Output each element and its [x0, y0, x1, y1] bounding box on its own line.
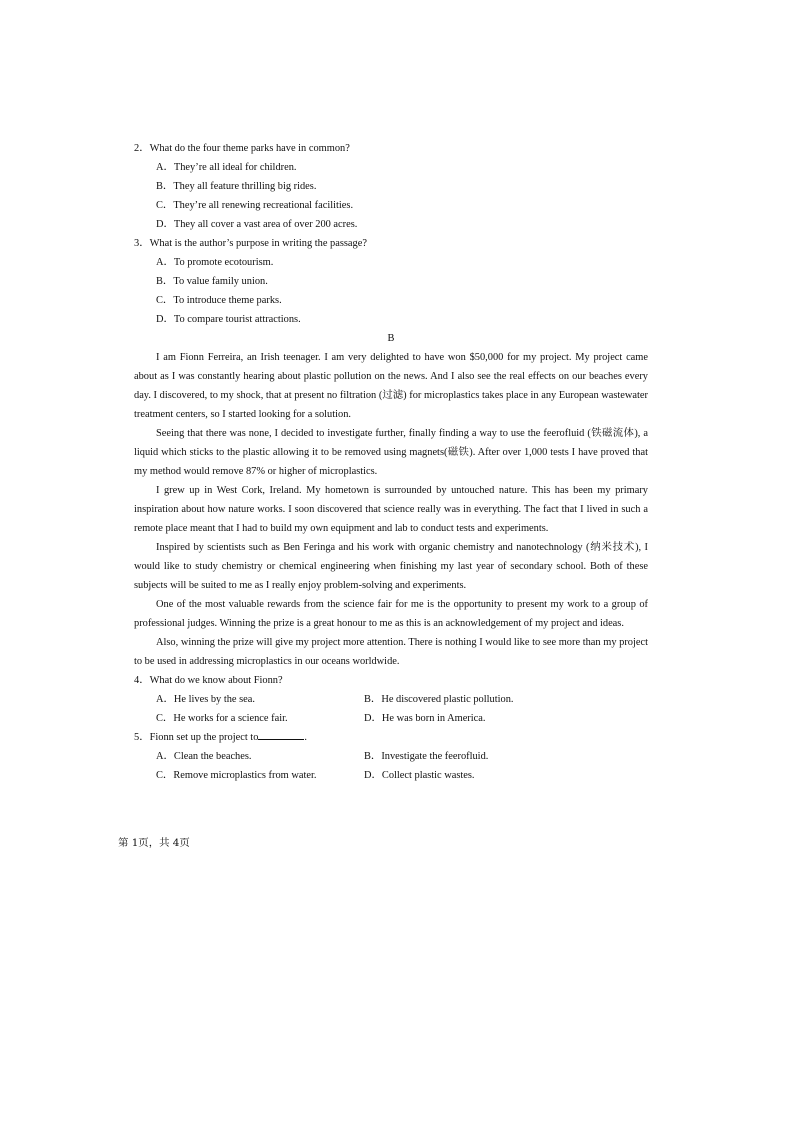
question-4 — [134, 671, 648, 728]
option-d: D．They all cover a vast area of over 200 acres. — [156, 219, 358, 230]
option-c: C．Remove microplastics from water. — [156, 770, 317, 781]
option-c: C．He works for a science fair. — [156, 713, 288, 724]
passage-paragraph: I grew up in West Cork, Ireland. My hometown is surrounded by untouched nature. This has been my primary inspiration about how nature works. I soon discovered that science really was in everything. The fact that I lived in such a remote place meant that I had to build my own equipment and lab to conduct tests and experiments. — [134, 485, 648, 534]
option-d: D．Collect plastic wastes. — [364, 770, 475, 781]
passage-paragraph: Seeing that there was none, I decided to investigate further, finally finding a way to use the feerofluid (铁磁流体), a liquid which sticks to the plastic allowing it to be removed using magnets(磁铁). After over 1,000 tests I have proved that my method would remove 87% or higher of microplastics. — [134, 428, 648, 477]
question-stem — [134, 728, 648, 747]
question-stem: 4．What do we know about Fionn? — [134, 675, 283, 686]
option-a: A．To promote ecotourism. — [156, 257, 274, 268]
passage-paragraph: Inspired by scientists such as Ben Feringa and his work with organic chemistry and nanotechnology (纳米技术), I would like to study chemistry or chemical engineering when finishing my last year of secondary school. Both of these subjects will be suited to me as I really enjoy problem-solving and experiments. — [134, 542, 648, 591]
reading-passage — [134, 348, 648, 671]
question-stem-end: . — [304, 732, 307, 743]
question-stem: 3．What is the author’s purpose in writing the passage? — [134, 238, 367, 249]
option-d: D．He was born in America. — [364, 713, 486, 724]
page-content — [134, 139, 648, 785]
option-row — [156, 709, 648, 728]
question-2 — [134, 139, 648, 234]
passage-paragraph: One of the most valuable rewards from the science fair for me is the opportunity to present my work to a group of professional judges. Winning the prize is a great honour to me as this is an acknowledgement of my project and ideas. — [134, 599, 648, 629]
option-c: C．To introduce theme parks. — [156, 295, 282, 306]
option-b: B．They all feature thrilling big rides. — [156, 181, 317, 192]
option-d: D．To compare tourist attractions. — [156, 314, 301, 325]
option-row — [156, 690, 648, 709]
option-b: B．To value family union. — [156, 276, 268, 287]
option-c: C．They’re all renewing recreational facilities. — [156, 200, 354, 211]
answer-blank — [258, 730, 304, 740]
option-b: B．Investigate the feerofluid. — [364, 751, 489, 762]
question-stem-text: 5．Fionn set up the project to — [134, 732, 259, 743]
section-label: B — [387, 333, 395, 344]
option-b: B．He discovered plastic pollution. — [364, 694, 514, 705]
page-footer: 第 1页，共 4页 — [118, 837, 190, 849]
option-row — [156, 747, 648, 766]
option-a: A．He lives by the sea. — [156, 694, 255, 705]
passage-paragraph: I am Fionn Ferreira, an Irish teenager. I am very delighted to have won $50,000 for my project. My project came about as I was constantly hearing about plastic pollution on the news. And I also see the real effects on our beaches every day. I discovered, to my shock, that at present no filtration (过滤) for microplastics takes place in any European wastewater treatment centers, so I started looking for a solution. — [134, 352, 648, 420]
option-a: A．They’re all ideal for children. — [156, 162, 297, 173]
question-stem: 2．What do the four theme parks have in common? — [134, 143, 350, 154]
option-a: A．Clean the beaches. — [156, 751, 252, 762]
question-3 — [134, 234, 648, 329]
option-row — [156, 766, 648, 785]
passage-paragraph: Also, winning the prize will give my project more attention. There is nothing I would like to see more than my project to be used in addressing microplastics in our oceans worldwide. — [134, 637, 648, 667]
question-5 — [134, 728, 648, 785]
